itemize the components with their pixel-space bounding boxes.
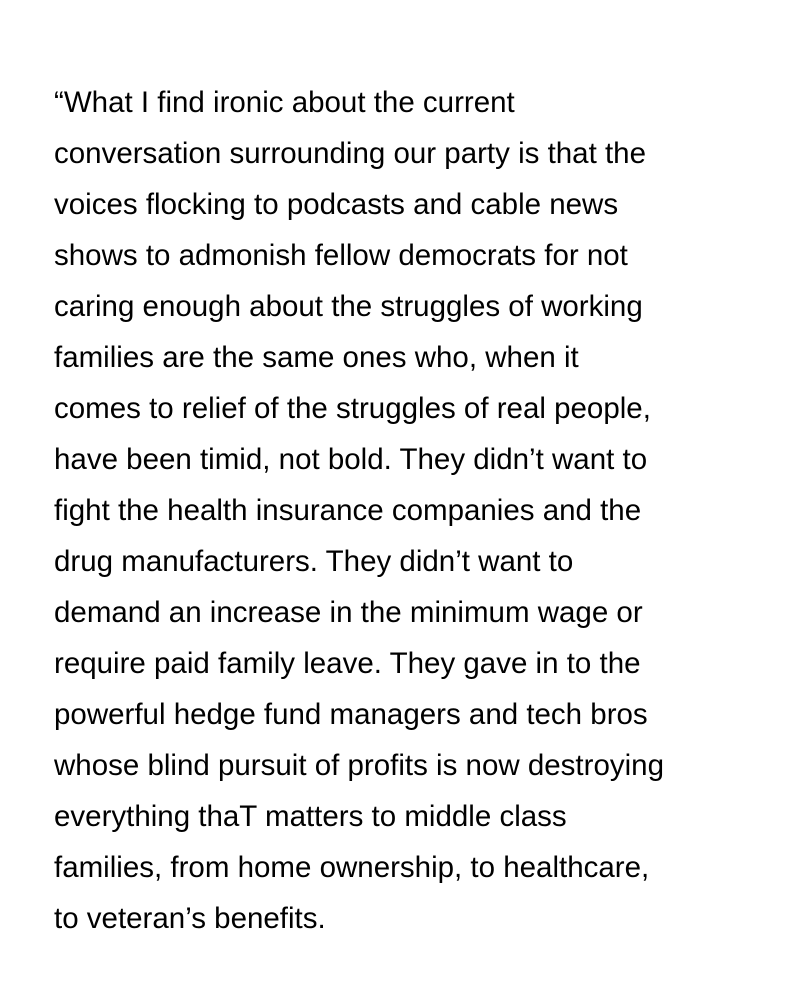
quote-line: whose blind pursuit of profits is now destroying xyxy=(54,749,664,782)
quote-line: conversation surrounding our party is that the xyxy=(54,137,646,170)
quote-line: drug manufacturers. They didn’t want to xyxy=(54,545,574,578)
quote-text-block xyxy=(54,77,774,944)
quote-line: voices flocking to podcasts and cable news xyxy=(54,188,619,221)
quote-line: families, from home ownership, to healthcare, xyxy=(54,851,650,884)
quote-line: powerful hedge fund managers and tech bros xyxy=(54,698,648,731)
quote-line: caring enough about the struggles of working xyxy=(54,290,643,323)
quote-line: shows to admonish fellow democrats for not xyxy=(54,239,628,272)
quote-line: comes to relief of the struggles of real people, xyxy=(54,392,651,425)
quote-line: everything thaT matters to middle class xyxy=(54,800,567,833)
quote-line: fight the health insurance companies and the xyxy=(54,494,642,527)
quote-line: to veteran’s benefits. xyxy=(54,902,326,935)
quote-line: have been timid, not bold. They didn’t want to xyxy=(54,443,648,476)
quote-line: require paid family leave. They gave in to the xyxy=(54,647,641,680)
quote-line: “What I find ironic about the current xyxy=(54,86,515,119)
quote-line: demand an increase in the minimum wage or xyxy=(54,596,643,629)
quote-line: families are the same ones who, when it xyxy=(54,341,579,374)
